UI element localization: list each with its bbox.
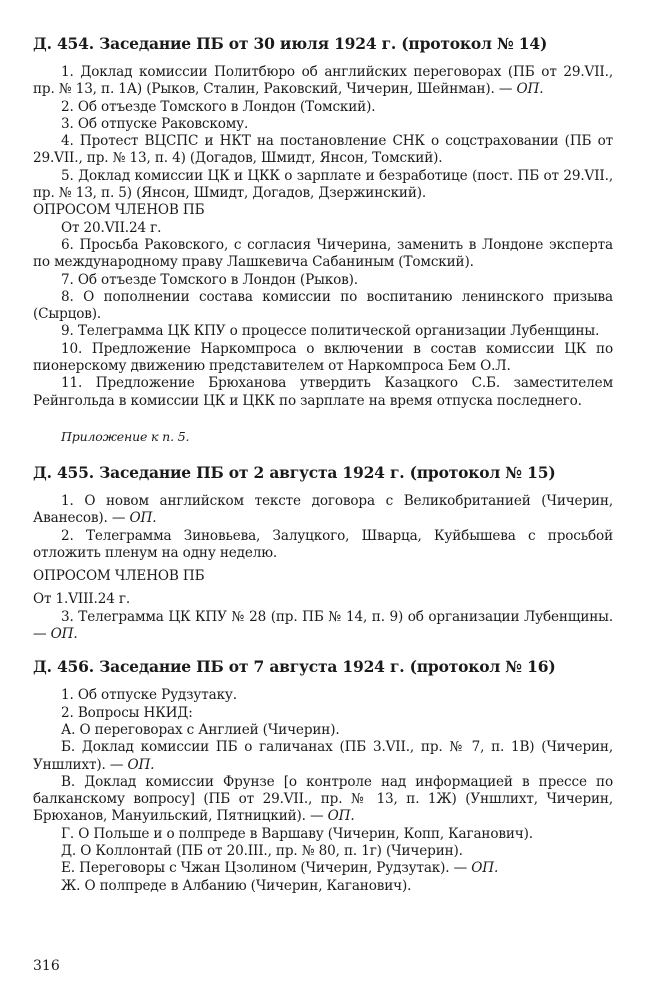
poll-date: От 20.VII.24 г. [61, 219, 162, 236]
agenda-item [33, 739, 613, 774]
agenda-item: 2. Об отъезде Томского в Лондон (Томский). [61, 98, 376, 115]
section-455 [33, 463, 613, 643]
agenda-item: 9. Телеграмма ЦК КПУ о процессе политической организации Лубенщины. [61, 323, 600, 340]
agenda-item-text: Б. Доклад комиссии ПБ о галичанах (ПБ 3.VII., пр. № 7, п. 1В) (Чичерин, Уншлихт). — [33, 739, 613, 773]
section-456 [33, 657, 613, 895]
poll-date: От 1.VIII.24 г. [33, 591, 131, 608]
appendix-note: Приложение к п. 5. [61, 428, 190, 444]
agenda-item: 5. Доклад комиссии ЦК и ЦКК о зарплате и безработице (пост. ПБ от 29.VII., пр. № 13, п. 5) (Янсон, Шмидт, Догадов, Дзержинский). [33, 167, 613, 202]
poll-label: ОПРОСОМ ЧЛЕНОВ ПБ [33, 568, 205, 585]
agenda-item [33, 774, 613, 826]
agenda-item [33, 493, 613, 528]
section-heading: Д. 455. Заседание ПБ от 2 августа 1924 г. (протокол № 15) [33, 462, 556, 482]
section-heading: Д. 456. Заседание ПБ от 7 августа 1924 г. (протокол № 16) [33, 657, 556, 677]
section-454 [33, 34, 613, 445]
document-page [33, 34, 613, 895]
agenda-item: 2. Вопросы НКИД: [61, 704, 193, 721]
agenda-item: 7. Об отъезде Томского в Лондон (Рыков). [61, 271, 358, 288]
agenda-item: 8. О пополнении состава комиссии по воспитанию ленинского призыва (Сырцов). [33, 288, 613, 323]
agenda-item: 2. Телеграмма Зиновьева, Залуцкого, Шварца, Куйбышева с просьбой отложить пленум на одну неделю. [33, 527, 613, 561]
decision-mark: ОП. [127, 756, 155, 773]
agenda-item: 4. Протест ВЦСПС и НКТ на постановление СНК о соцстраховании (ПБ от 29.VII., пр. № 13, п. 4) (Догадов, Шмидт, Янсон, Томский). [33, 133, 613, 167]
section-heading: Д. 454. Заседание ПБ от 30 июля 1924 г. (протокол № 14) [33, 34, 548, 53]
decision-mark: ОП. [516, 81, 544, 98]
agenda-item [33, 64, 613, 99]
agenda-item: 11. Предложение Брюханова утвердить Казацкого С.Б. заместителем Рейнгольда в комиссии ЦК и ЦКК по зарплате на время отпуска последнего. [33, 375, 613, 409]
agenda-item-text: Е. Переговоры с Чжан Цзолином (Чичерин, Рудзутак). — [61, 860, 472, 877]
agenda-item-text: 3. Телеграмма ЦК КПУ № 28 (пр. ПБ № 14, п. 9) об организации Лубенщины. — [33, 608, 613, 643]
decision-mark: ОП. [471, 860, 499, 877]
agenda-item: 3. Об отпуске Раковскому. [61, 115, 249, 132]
poll-label: ОПРОСОМ ЧЛЕНОВ ПБ [33, 202, 205, 219]
agenda-item-text: 1. Доклад комиссии Политбюро об английских переговорах (ПБ от 29.VII., пр. № 13, п. 1А) (Рыков, Сталин, Раковский, Чичерин, Шейнман). — [33, 64, 613, 98]
agenda-item-text: В. Доклад комиссии Фрунзе [о контроле над информацией в прессе по балканскому вопросу] (ПБ от 29.VII., пр. № 13, п. 1Ж) (Уншлихт, Чичерин, Брюханов, Мануильский, Пятницкий). — [33, 773, 613, 825]
agenda-item: Д. О Коллонтай (ПБ от 20.III., пр. № 80, п. 1г) (Чичерин). [61, 842, 463, 859]
agenda-item: Ж. О полпреде в Албанию (Чичерин, Каганович). [61, 877, 412, 894]
decision-mark: ОП. [327, 808, 355, 825]
agenda-item: Г. О Польше и о полпреде в Варшаву (Чичерин, Копп, Каганович). [61, 825, 533, 842]
decision-mark: ОП. [50, 626, 78, 643]
agenda-item: А. О переговорах с Англией (Чичерин). [61, 721, 340, 738]
agenda-item [33, 609, 613, 644]
agenda-item: 1. Об отпуске Рудзутаку. [61, 687, 237, 704]
agenda-item-text: 1. О новом английском тексте договора с Великобританией (Чичерин, Аванесов). — [33, 492, 613, 527]
agenda-item: 10. Предложение Наркомпроса о включении в состав комиссии ЦК по пионерскому движению представителем от Наркомпроса Бем О.Л. [33, 340, 613, 375]
agenda-item: 6. Просьба Раковского, с согласия Чичерина, заменить в Лондоне эксперта по международному праву Лашкевича Сабаниным (Томский). [33, 236, 613, 271]
decision-mark: ОП. [129, 510, 157, 527]
page-number: 316 [33, 958, 60, 974]
agenda-item [33, 860, 613, 877]
